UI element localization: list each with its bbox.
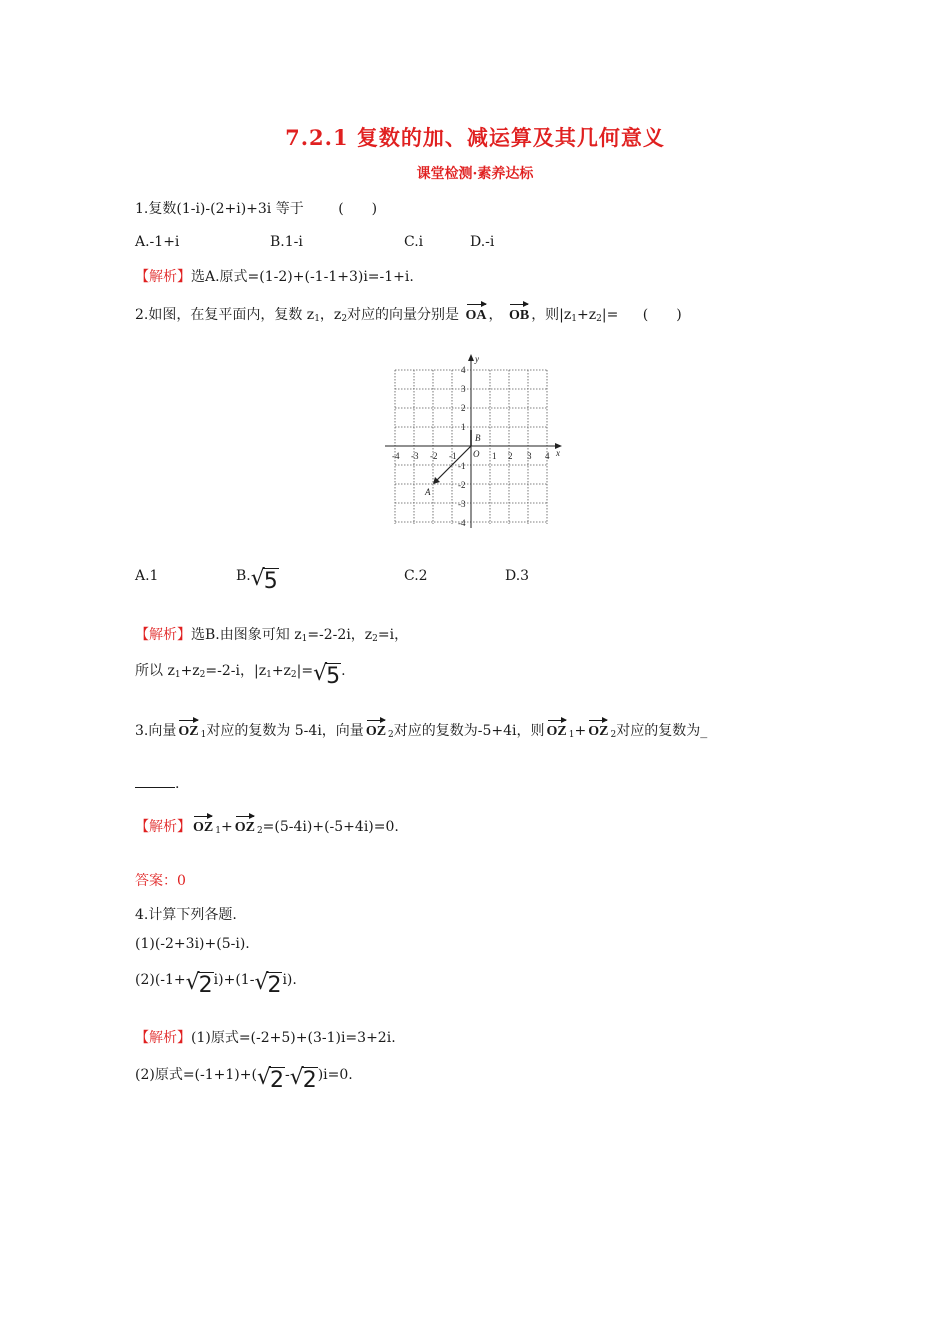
q2-sol-part: =-2-2i，z: [307, 627, 373, 643]
q2-sol-part: =-2-i，|z: [205, 663, 267, 679]
q2-sub: 1: [174, 670, 181, 680]
y-tick: 3: [461, 384, 466, 394]
q3-sol-part: =(5-4i)+(-5+4i)=0.: [262, 819, 399, 835]
q3-blank-line: [135, 776, 179, 792]
answer-blank: [135, 787, 175, 788]
q2-stem-part: 2.如图，在复平面内，复数 z: [135, 307, 315, 323]
q2-stem: 2.如图，在复平面内，复数 $z_1$，$z_2$对应的向量分别是 OA ， OB ，则$|z_1+z_2|=$ ( ): [135, 307, 682, 324]
q2-sub: 1: [314, 314, 320, 324]
q4-sol2-text: -: [284, 1067, 290, 1083]
q2-sub: 1: [301, 634, 308, 644]
sqrt-2: √ 2: [289, 1065, 317, 1093]
x-tick: 4: [545, 451, 550, 461]
radicand: 2: [269, 1068, 284, 1093]
q3-stem-part: 对应的复数为-5+4i，则: [393, 723, 545, 739]
sqrt-2: √ 2: [256, 1065, 284, 1093]
q2-option-a: A.1: [135, 568, 159, 584]
q4-part2-text: i)+(1-: [213, 972, 255, 988]
q2-sol-part: +z: [180, 663, 200, 679]
q2-sol-part: 选B.由图象可知 z: [191, 627, 302, 643]
radicand: 5: [263, 569, 278, 594]
q2-stem-part: |=: [601, 307, 619, 323]
vector-oz2: OZ: [365, 724, 387, 739]
q2-sol-part: +z: [271, 663, 291, 679]
q2-stem-part: +z: [577, 307, 597, 323]
q1-paren: ( ): [338, 201, 378, 217]
q4-part2-text: (2)(-1+: [135, 972, 186, 988]
q2-stem-part: ，则|z: [531, 307, 572, 323]
q4-solution1: [135, 1027, 396, 1047]
y-tick: 2: [461, 403, 466, 413]
sqrt-5: √ 5: [250, 566, 278, 594]
sqrt-5: √ 5: [313, 661, 341, 689]
q2-sol-part: =i，: [377, 627, 409, 643]
x-tick: -1: [449, 451, 457, 461]
q1-option-b: B.1-i: [270, 234, 303, 250]
q3-stem-part: 3.向量: [135, 723, 177, 739]
vector-oz1: OZ: [546, 724, 567, 739]
q2-sub: 2: [199, 670, 206, 680]
q3-sub: 2: [388, 730, 394, 740]
q3-sub: 2: [610, 730, 617, 740]
sqrt-2: √ 2: [254, 970, 282, 998]
q2-stem-part: 对应的向量分别是: [347, 307, 460, 323]
y-axis-label: y: [475, 354, 479, 364]
q3-sub: 1: [200, 730, 207, 740]
q3-answer: [135, 870, 186, 890]
q1-solution-tag: 【解析】: [135, 269, 191, 285]
x-tick: 1: [492, 451, 497, 461]
q2-sol-part: .: [341, 663, 346, 679]
q2-sub: 2: [372, 634, 378, 644]
q2-paren: ( ): [642, 307, 682, 323]
q1-option-c: C.i: [404, 234, 424, 250]
q2-option-b-label: B.: [236, 568, 251, 584]
q2-sub: 1: [571, 314, 578, 324]
y-axis-arrow-icon: [468, 354, 474, 361]
q3-solution: [135, 816, 399, 836]
q4-part1: (1)(-2+3i)+(5-i).: [135, 936, 250, 952]
x-tick: 2: [508, 451, 513, 461]
complex-plane-figure: [380, 352, 570, 532]
y-tick: 1: [461, 422, 466, 432]
point-b-label: B: [475, 433, 481, 443]
q2-solution-line2: [135, 660, 346, 688]
q2-solution-tag: 【解析】: [135, 627, 191, 643]
q3-sol-part: +: [220, 819, 233, 835]
sqrt-2: √ 2: [185, 970, 213, 998]
radicand: 2: [198, 973, 213, 998]
radicand: 2: [302, 1068, 317, 1093]
q2-sub: 2: [290, 670, 297, 680]
q2-sol-part: 所以 z: [135, 663, 175, 679]
x-axis-label: x: [556, 448, 560, 458]
q3-sub: 1: [215, 826, 221, 836]
q4-part2-text: i).: [282, 972, 297, 988]
q4-stem: 4.计算下列各题.: [135, 907, 237, 923]
q4-part2: [135, 972, 297, 997]
q1-option-a: A.-1+i: [135, 234, 180, 250]
x-tick: -2: [430, 451, 438, 461]
x-tick: -4: [392, 451, 400, 461]
q4-sol2-text: )i=0.: [317, 1067, 353, 1083]
y-tick: 4: [461, 365, 466, 375]
q3-stem-part: 对应的复数为 5-4i，向量: [206, 723, 364, 739]
q3-stem: [135, 720, 707, 740]
x-tick: 3: [527, 451, 532, 461]
vector-oz1: OZ: [178, 724, 199, 739]
vector-oa: OA: [465, 308, 487, 323]
q1-stem-text: 1.复数(1-i)-(2+i)+3i 等于: [135, 201, 304, 217]
point-a-label: A: [425, 487, 431, 497]
page-subtitle: 课堂检测·素养达标: [416, 166, 534, 182]
q4-sol2-text: (2)原式=(-1+1)+(: [135, 1067, 257, 1083]
q2-stem-part: ，z: [319, 307, 342, 323]
q4-solution2: [135, 1064, 353, 1092]
q2-sub: 2: [341, 314, 348, 324]
q3-stem-part: 对应的复数为_: [616, 723, 708, 739]
q1-solution-text: 选A.原式=(1-2)+(-1-1+3)i=-1+i.: [191, 269, 414, 285]
q2-sub: 2: [596, 314, 602, 324]
q3-sub: 2: [256, 826, 263, 836]
y-tick: -3: [458, 499, 466, 509]
vector-oz2: OZ: [588, 724, 609, 739]
q1-solution: [135, 266, 414, 286]
q2-option-b: [236, 568, 279, 593]
q2-option-c: C.2: [404, 568, 428, 584]
q3-solution-tag: 【解析】: [135, 819, 191, 835]
vector-ob: OB: [508, 308, 530, 323]
q2-option-d: D.3: [505, 568, 530, 584]
q3-stem-end: .: [175, 776, 180, 792]
y-tick: -1: [458, 461, 466, 471]
q4-solution-tag: 【解析】: [135, 1030, 191, 1046]
origin-label: O: [473, 449, 480, 459]
q1-option-d: D.-i: [470, 234, 495, 250]
vector-oz2: OZ: [234, 820, 255, 835]
vector-oz1: OZ: [193, 820, 214, 835]
y-tick: -2: [458, 480, 466, 490]
q4-sol1-text: (1)原式=(-2+5)+(3-1)i=3+2i.: [191, 1030, 396, 1046]
q3-sub: 1: [568, 730, 575, 740]
radicand: 2: [267, 973, 282, 998]
radicand: 5: [326, 664, 341, 689]
q3-stem-part: +: [574, 723, 587, 739]
y-tick: -4: [458, 518, 466, 528]
q2-solution: [135, 624, 408, 644]
x-tick: -3: [411, 451, 419, 461]
q2-sub: 1: [266, 670, 272, 680]
q2-sol-part: |=: [296, 663, 314, 679]
page-title: 7.2.1 复数的加、减运算及其几何意义: [285, 125, 665, 150]
q1-stem: [135, 198, 377, 218]
q3-answer-text: 答案：0: [135, 873, 186, 889]
